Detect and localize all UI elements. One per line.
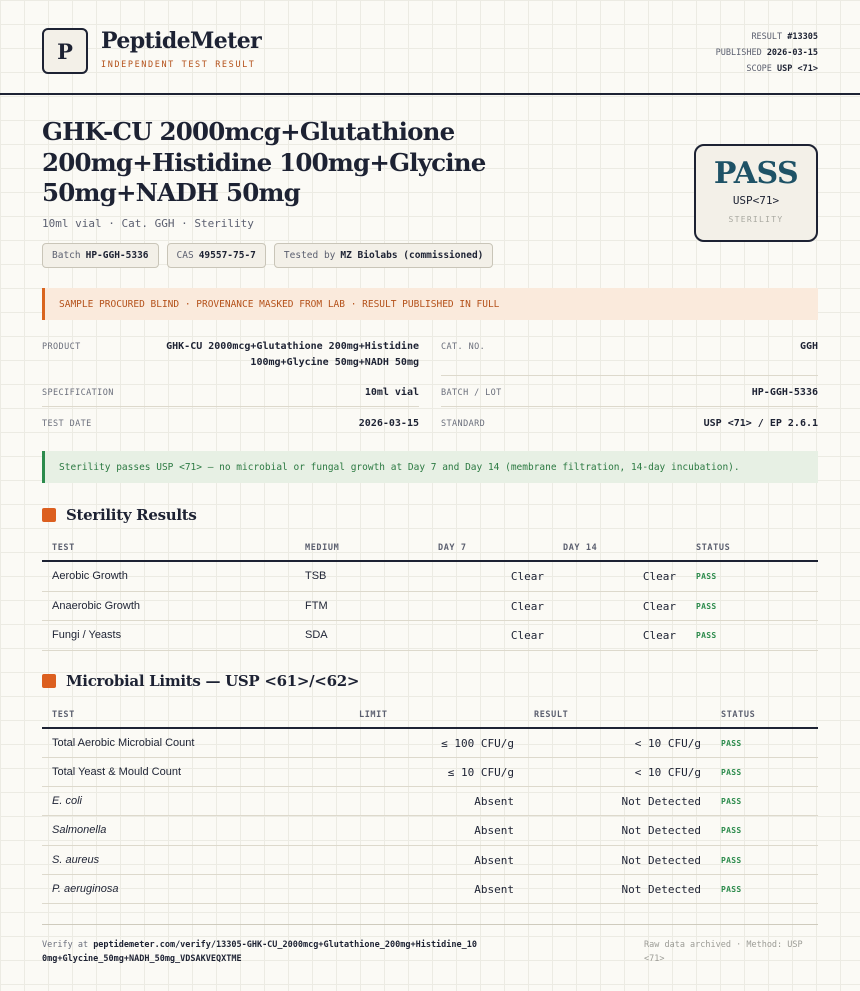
scope-value: USP <71> [777, 64, 818, 74]
row-divider [42, 903, 818, 904]
detail-divider [441, 406, 818, 407]
published-date: 2026-03-15 [766, 48, 818, 58]
cell-test: Anaerobic Growth [52, 600, 141, 612]
section-marker-icon [42, 508, 56, 522]
cat-value: GGH [799, 341, 818, 352]
status-badge: PASS [721, 856, 742, 865]
status-badge: PASS [696, 631, 717, 640]
archive-note: Raw data archived · Method: USP <71> [644, 940, 803, 964]
verify-link[interactable]: peptidemeter.com/verify/13305-GHK-CU_2000mcg+Glutathione_200mg+Histidine_100mg+Glycine_50mg+NADH_50mg_VDSAKVEQXTME [42, 940, 477, 964]
row-divider [42, 786, 818, 787]
cell-limit: Absent [474, 883, 514, 896]
column-header-day14: DAY 14 [563, 543, 598, 553]
cell-limit: Absent [474, 824, 514, 837]
column-header-status: STATUS [696, 543, 731, 553]
verify-prefix: Verify at [42, 940, 89, 950]
status-badge: PASS [721, 797, 742, 806]
cell-test: E. coli [52, 795, 82, 807]
cell-test: S. aureus [52, 854, 100, 866]
footer-divider [42, 924, 818, 925]
section-title: Microbial Limits — USP <61>/<62> [66, 672, 360, 690]
section-marker-icon [42, 674, 56, 688]
summary-notice: Sterility passes USP <71> — no microbial or fungal growth at Day 7 and Day 14 (membrane filtration, 14-day incubation). [42, 451, 818, 483]
cell-result: < 10 CFU/g [634, 766, 701, 779]
standard-value: USP <71> / EP 2.6.1 [703, 418, 818, 429]
product-label: PRODUCT [42, 342, 81, 352]
verdict-kind: STERILITY [728, 215, 784, 224]
product-chips [42, 243, 493, 268]
result-meta [716, 29, 818, 77]
verdict-text: PASS [713, 156, 799, 191]
cell-result: < 10 CFU/g [634, 737, 701, 750]
cell-result: Not Detected [621, 854, 701, 867]
chip-value: 49557-75-7 [198, 250, 256, 261]
batch-chip [42, 243, 159, 268]
row-divider [42, 874, 818, 875]
cell-test: Total Yeast & Mould Count [52, 766, 182, 778]
column-header-test: TEST [52, 543, 75, 553]
date-label: TEST DATE [42, 419, 92, 429]
procurement-notice: SAMPLE PROCURED BLIND · PROVENANCE MASKED FROM LAB · RESULT PUBLISHED IN FULL [42, 288, 818, 320]
chip-value: MZ Biolabs (commissioned) [340, 250, 484, 261]
scope-label: SCOPE [746, 64, 772, 74]
column-header-test: TEST [52, 710, 75, 720]
tested-by-chip [274, 243, 493, 268]
batch-value: HP-GGH-5336 [751, 387, 818, 398]
cell-day7: Clear [510, 629, 544, 642]
cell-medium: SDA [305, 629, 328, 641]
column-header-medium: MEDIUM [305, 543, 340, 553]
cell-result: Not Detected [621, 883, 701, 896]
row-divider [42, 757, 818, 758]
cell-limit: Absent [474, 854, 514, 867]
row-divider [42, 591, 818, 592]
verdict-standard: USP<71> [732, 194, 780, 207]
row-divider [42, 845, 818, 846]
cell-medium: FTM [305, 600, 328, 612]
cell-test: Salmonella [52, 824, 107, 836]
brand-tagline: INDEPENDENT TEST RESULT [101, 60, 256, 70]
chip-value: HP-GGH-5336 [85, 250, 149, 261]
spec-value: 10ml vial [364, 387, 419, 398]
detail-divider [42, 406, 419, 407]
brand-logo [42, 28, 88, 74]
cell-test: P. aeruginosa [52, 883, 119, 895]
row-divider [42, 815, 818, 816]
status-badge: PASS [721, 826, 742, 835]
table-header-rule [42, 727, 818, 729]
cell-result: Not Detected [621, 795, 701, 808]
logo-letter: P [57, 38, 73, 64]
cell-test: Total Aerobic Microbial Count [52, 737, 195, 749]
spec-label: SPECIFICATION [42, 388, 114, 398]
cat-label: CAT. NO. [441, 342, 486, 352]
standard-label: STANDARD [441, 419, 486, 429]
published-label: PUBLISHED [715, 48, 762, 58]
cell-limit: ≤ 10 CFU/g [447, 766, 514, 779]
verdict-badge [694, 144, 818, 242]
cell-result: Not Detected [621, 824, 701, 837]
chip-label: Tested by [283, 250, 336, 261]
cell-day14: Clear [642, 629, 676, 642]
column-header-status: STATUS [721, 710, 756, 720]
header-divider [0, 93, 860, 95]
product-value: GHK-CU 2000mcg+Glutathione 200mg+Histidine 100mg+Glycine 50mg+NADH 50mg [166, 341, 419, 368]
status-badge: PASS [721, 739, 742, 748]
column-header-day7: DAY 7 [438, 543, 467, 553]
cell-day14: Clear [642, 600, 676, 613]
product-subtitle: 10ml vial · Cat. GGH · Sterility [42, 217, 254, 230]
row-divider [42, 650, 818, 651]
status-badge: PASS [721, 885, 742, 894]
status-badge: PASS [721, 768, 742, 777]
date-value: 2026-03-15 [358, 418, 419, 429]
microbial-section-heading [42, 672, 359, 690]
cell-test: Fungi / Yeasts [52, 629, 122, 641]
sterility-section-heading [42, 506, 197, 524]
page-title: GHK-CU 2000mcg+Glutathione 200mg+Histidine 100mg+Glycine 50mg+NADH 50mg [42, 117, 486, 207]
batch-label: BATCH / LOT [441, 388, 502, 398]
cas-chip [167, 243, 266, 268]
section-title: Sterility Results [66, 506, 197, 524]
cell-limit: ≤ 100 CFU/g [441, 737, 514, 750]
status-badge: PASS [696, 602, 717, 611]
chip-label: CAS [176, 250, 194, 261]
table-header-rule [42, 560, 818, 562]
column-header-limit: LIMIT [359, 710, 388, 720]
status-badge: PASS [696, 572, 717, 581]
cell-medium: TSB [305, 570, 327, 582]
cell-limit: Absent [474, 795, 514, 808]
result-id: #13305 [787, 32, 818, 42]
column-header-result: RESULT [534, 710, 569, 720]
cell-day7: Clear [510, 570, 544, 583]
cell-day14: Clear [642, 570, 676, 583]
cell-day7: Clear [510, 600, 544, 613]
row-divider [42, 620, 818, 621]
cell-test: Aerobic Growth [52, 570, 128, 582]
brand-name: PeptideMeter [101, 28, 262, 54]
detail-divider [441, 375, 818, 376]
verify-note [42, 938, 482, 966]
result-label: RESULT [751, 32, 783, 42]
chip-label: Batch [52, 250, 81, 261]
